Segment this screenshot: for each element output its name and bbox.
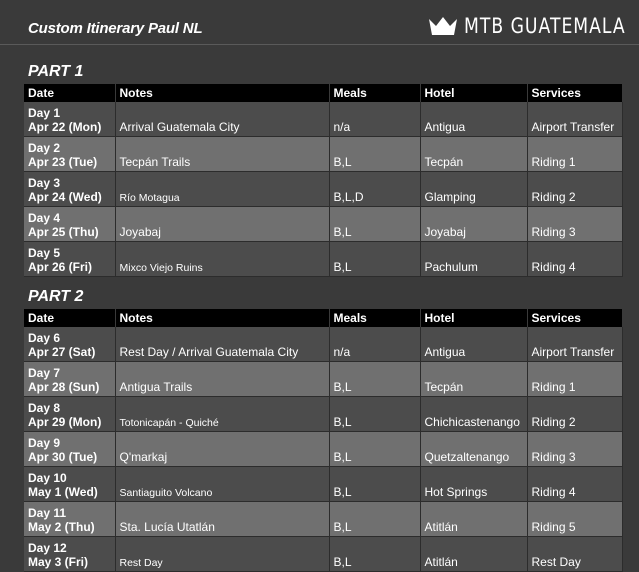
- date-label: Apr 30 (Tue): [28, 450, 98, 464]
- services-cell: Riding 5: [527, 502, 622, 537]
- meals-cell: B,L: [329, 362, 420, 397]
- notes-cell: Rest Day / Arrival Guatemala City: [115, 327, 329, 362]
- notes-cell: Joyabaj: [115, 207, 329, 242]
- table-row: [24, 207, 622, 242]
- hotel-cell: Tecpán: [420, 137, 527, 172]
- day-label: Day 9: [28, 436, 61, 450]
- column-header-services: Services: [527, 84, 622, 102]
- day-label: Day 7: [28, 366, 61, 380]
- day-label: Day 6: [28, 331, 61, 345]
- column-header-notes: Notes: [115, 84, 329, 102]
- date-cell: [24, 137, 115, 172]
- meals-cell: n/a: [329, 327, 420, 362]
- day-label: Day 3: [28, 176, 61, 190]
- meals-cell: B,L: [329, 397, 420, 432]
- services-cell: Riding 4: [527, 242, 622, 277]
- date-label: Apr 28 (Sun): [28, 380, 100, 394]
- logo-text: MTB GUATEMALA: [464, 14, 626, 38]
- part-1-itinerary-table: [24, 84, 623, 277]
- services-cell: Riding 1: [527, 362, 622, 397]
- table-row: [24, 172, 622, 207]
- notes-cell: Rest Day: [115, 537, 329, 572]
- date-label: Apr 26 (Fri): [28, 260, 93, 274]
- hotel-cell: Quetzaltenango: [420, 432, 527, 467]
- notes-cell: Q'markaj: [115, 432, 329, 467]
- notes-cell: Santiaguito Volcano: [115, 467, 329, 502]
- date-label: Apr 27 (Sat): [28, 345, 96, 359]
- table-row: [24, 502, 622, 537]
- services-cell: Riding 1: [527, 137, 622, 172]
- table-row: [24, 137, 622, 172]
- table-row: [24, 327, 622, 362]
- document-title: Custom Itinerary Paul NL: [28, 20, 203, 37]
- date-cell: [24, 432, 115, 467]
- notes-cell: Antigua Trails: [115, 362, 329, 397]
- hotel-cell: Atitlán: [420, 537, 527, 572]
- column-header-hotel: Hotel: [420, 309, 527, 327]
- notes-cell: Río Motagua: [115, 172, 329, 207]
- meals-cell: B,L: [329, 537, 420, 572]
- services-cell: Riding 4: [527, 467, 622, 502]
- day-label: Day 12: [28, 541, 67, 555]
- notes-cell: Tecpán Trails: [115, 137, 329, 172]
- services-cell: Riding 3: [527, 207, 622, 242]
- services-cell: Airport Transfer: [527, 327, 622, 362]
- part-1-title: PART 1: [28, 63, 84, 80]
- mtb-guatemala-logo: [428, 13, 639, 39]
- table-header-row: [24, 84, 622, 102]
- date-label: Apr 23 (Tue): [28, 155, 98, 169]
- date-cell: [24, 502, 115, 537]
- meals-cell: B,L: [329, 467, 420, 502]
- hotel-cell: Joyabaj: [420, 207, 527, 242]
- table-row: [24, 362, 622, 397]
- table-header-row: [24, 309, 622, 327]
- date-label: May 2 (Thu): [28, 520, 95, 534]
- meals-cell: B,L: [329, 242, 420, 277]
- date-label: Apr 24 (Wed): [28, 190, 102, 204]
- table-row: [24, 537, 622, 572]
- day-label: Day 2: [28, 141, 61, 155]
- notes-cell: Arrival Guatemala City: [115, 102, 329, 137]
- column-header-notes: Notes: [115, 309, 329, 327]
- date-cell: [24, 102, 115, 137]
- services-cell: Riding 3: [527, 432, 622, 467]
- table-row: [24, 397, 622, 432]
- day-label: Day 4: [28, 211, 61, 225]
- date-cell: [24, 467, 115, 502]
- table-row: [24, 102, 622, 137]
- meals-cell: B,L: [329, 502, 420, 537]
- date-label: Apr 22 (Mon): [28, 120, 102, 134]
- date-cell: [24, 362, 115, 397]
- table-row: [24, 242, 622, 277]
- notes-cell: Mixco Viejo Ruins: [115, 242, 329, 277]
- hotel-cell: Pachulum: [420, 242, 527, 277]
- hotel-cell: Glamping: [420, 172, 527, 207]
- column-header-date: Date: [24, 84, 115, 102]
- date-cell: [24, 327, 115, 362]
- meals-cell: B,L: [329, 432, 420, 467]
- day-label: Day 1: [28, 106, 61, 120]
- column-header-hotel: Hotel: [420, 84, 527, 102]
- crown-icon: [428, 15, 458, 37]
- part-2-itinerary-table: [24, 309, 623, 572]
- day-label: Day 11: [28, 506, 67, 520]
- column-header-meals: Meals: [329, 309, 420, 327]
- notes-cell: Totonicapán - Quiché: [115, 397, 329, 432]
- hotel-cell: Hot Springs: [420, 467, 527, 502]
- date-label: Apr 25 (Thu): [28, 225, 99, 239]
- services-cell: Airport Transfer: [527, 102, 622, 137]
- meals-cell: B,L: [329, 137, 420, 172]
- notes-cell: Sta. Lucía Utatlán: [115, 502, 329, 537]
- column-header-date: Date: [24, 309, 115, 327]
- services-cell: Riding 2: [527, 397, 622, 432]
- date-cell: [24, 207, 115, 242]
- table-row: [24, 467, 622, 502]
- hotel-cell: Antigua: [420, 327, 527, 362]
- table-row: [24, 432, 622, 467]
- hotel-cell: Chichicastenango: [420, 397, 527, 432]
- date-label: May 1 (Wed): [28, 485, 98, 499]
- document-header: [0, 0, 639, 45]
- day-label: Day 10: [28, 471, 67, 485]
- date-cell: [24, 537, 115, 572]
- day-label: Day 8: [28, 401, 61, 415]
- date-label: May 3 (Fri): [28, 555, 89, 569]
- date-cell: [24, 172, 115, 207]
- meals-cell: B,L,D: [329, 172, 420, 207]
- hotel-cell: Atitlán: [420, 502, 527, 537]
- meals-cell: n/a: [329, 102, 420, 137]
- column-header-services: Services: [527, 309, 622, 327]
- hotel-cell: Antigua: [420, 102, 527, 137]
- part-2-title: PART 2: [28, 288, 84, 305]
- date-cell: [24, 242, 115, 277]
- day-label: Day 5: [28, 246, 61, 260]
- hotel-cell: Tecpán: [420, 362, 527, 397]
- services-cell: Rest Day: [527, 537, 622, 572]
- meals-cell: B,L: [329, 207, 420, 242]
- column-header-meals: Meals: [329, 84, 420, 102]
- date-cell: [24, 397, 115, 432]
- date-label: Apr 29 (Mon): [28, 415, 102, 429]
- services-cell: Riding 2: [527, 172, 622, 207]
